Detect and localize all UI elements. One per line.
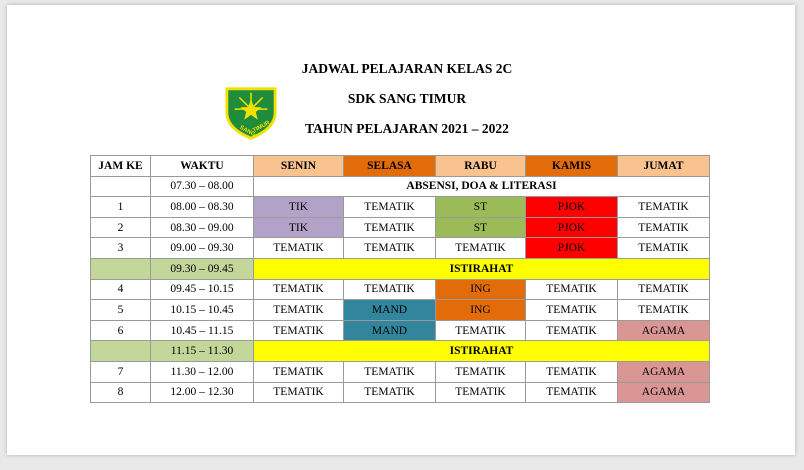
header-waktu: WAKTU: [151, 156, 254, 177]
jam-ke-cell: [91, 176, 151, 197]
jam-ke-cell: 8: [91, 382, 151, 403]
table-row: [91, 361, 710, 382]
subject-cell: TEMATIK: [344, 197, 436, 218]
subject-cell: TIK: [254, 197, 344, 218]
svg-text:SANG: SANG: [238, 124, 257, 139]
school-name: SDK SANG TIMUR: [347, 91, 467, 106]
table-row: [91, 258, 710, 279]
subject-cell: TEMATIK: [618, 279, 710, 300]
jam-ke-cell: 2: [91, 217, 151, 238]
subject-cell: TEMATIK: [254, 300, 344, 321]
absensi-cell: ABSENSI, DOA & LITERASI: [254, 176, 710, 197]
subject-cell: ING: [436, 279, 526, 300]
table-row: [91, 279, 710, 300]
table-row: [91, 300, 710, 321]
subject-cell: TEMATIK: [344, 279, 436, 300]
header-kamis: KAMIS: [526, 156, 618, 177]
waktu-cell: 10.15 – 10.45: [151, 300, 254, 321]
waktu-cell: 09.00 – 09.30: [151, 238, 254, 259]
subject-cell: AGAMA: [618, 320, 710, 341]
subject-cell: TEMATIK: [618, 300, 710, 321]
header-jumat: JUMAT: [618, 156, 710, 177]
table-row: [91, 217, 710, 238]
waktu-cell: 09.30 – 09.45: [151, 258, 254, 279]
waktu-cell: 10.45 – 11.15: [151, 320, 254, 341]
istirahat-cell: ISTIRAHAT: [254, 341, 710, 362]
subject-cell: TEMATIK: [344, 361, 436, 382]
subject-cell: TEMATIK: [618, 238, 710, 259]
subject-cell: TEMATIK: [344, 217, 436, 238]
subject-cell: MAND: [344, 320, 436, 341]
subject-cell: ST: [436, 197, 526, 218]
svg-text:TIMUR: TIMUR: [252, 120, 272, 135]
subject-cell: TEMATIK: [526, 300, 618, 321]
table-row: [91, 238, 710, 259]
subject-cell: TEMATIK: [436, 361, 526, 382]
jam-ke-cell: 4: [91, 279, 151, 300]
subject-cell: PJOK: [526, 197, 618, 218]
subject-cell: ING: [436, 300, 526, 321]
subject-cell: TEMATIK: [254, 382, 344, 403]
waktu-cell: 09.45 – 10.15: [151, 279, 254, 300]
subject-cell: TEMATIK: [436, 382, 526, 403]
header-rabu: RABU: [436, 156, 526, 177]
table-row: [91, 197, 710, 218]
waktu-cell: 08.30 – 09.00: [151, 217, 254, 238]
schedule-title: JADWAL PELAJARAN KELAS 2C: [301, 61, 513, 76]
waktu-cell: 11.30 – 12.00: [151, 361, 254, 382]
table-row: [91, 320, 710, 341]
jam-ke-cell: 3: [91, 238, 151, 259]
subject-cell: TEMATIK: [436, 238, 526, 259]
subject-cell: TEMATIK: [344, 238, 436, 259]
schedule-table: [90, 155, 710, 403]
subject-cell: TEMATIK: [526, 320, 618, 341]
subject-cell: TEMATIK: [254, 361, 344, 382]
subject-cell: TEMATIK: [254, 320, 344, 341]
header-senin: SENIN: [254, 156, 344, 177]
jam-ke-cell: 1: [91, 197, 151, 218]
subject-cell: PJOK: [526, 217, 618, 238]
subject-cell: TEMATIK: [254, 279, 344, 300]
subject-cell: TIK: [254, 217, 344, 238]
subject-cell: TEMATIK: [526, 382, 618, 403]
table-row: [91, 341, 710, 362]
subject-cell: AGAMA: [618, 361, 710, 382]
subject-cell: ST: [436, 217, 526, 238]
subject-cell: TEMATIK: [618, 197, 710, 218]
subject-cell: PJOK: [526, 238, 618, 259]
subject-cell: MAND: [344, 300, 436, 321]
table-row: [91, 382, 710, 403]
academic-year: TAHUN PELAJARAN 2021 – 2022: [305, 121, 509, 136]
header-selasa: SELASA: [344, 156, 436, 177]
subject-cell: AGAMA: [618, 382, 710, 403]
subject-cell: TEMATIK: [436, 320, 526, 341]
jam-ke-cell: [91, 341, 151, 362]
subject-cell: TEMATIK: [254, 238, 344, 259]
jam-ke-cell: 5: [91, 300, 151, 321]
subject-cell: TEMATIK: [526, 279, 618, 300]
header-jam-ke: JAM KE: [91, 156, 151, 177]
istirahat-cell: ISTIRAHAT: [254, 258, 710, 279]
table-row: [91, 176, 710, 197]
waktu-cell: 08.00 – 08.30: [151, 197, 254, 218]
subject-cell: TEMATIK: [344, 382, 436, 403]
jam-ke-cell: 7: [91, 361, 151, 382]
subject-cell: TEMATIK: [526, 361, 618, 382]
subject-cell: TEMATIK: [618, 217, 710, 238]
table-header-row: [91, 156, 710, 177]
waktu-cell: 11.15 – 11.30: [151, 341, 254, 362]
jam-ke-cell: [91, 258, 151, 279]
jam-ke-cell: 6: [91, 320, 151, 341]
waktu-cell: 12.00 – 12.30: [151, 382, 254, 403]
waktu-cell: 07.30 – 08.00: [151, 176, 254, 197]
document-page: [7, 5, 795, 455]
